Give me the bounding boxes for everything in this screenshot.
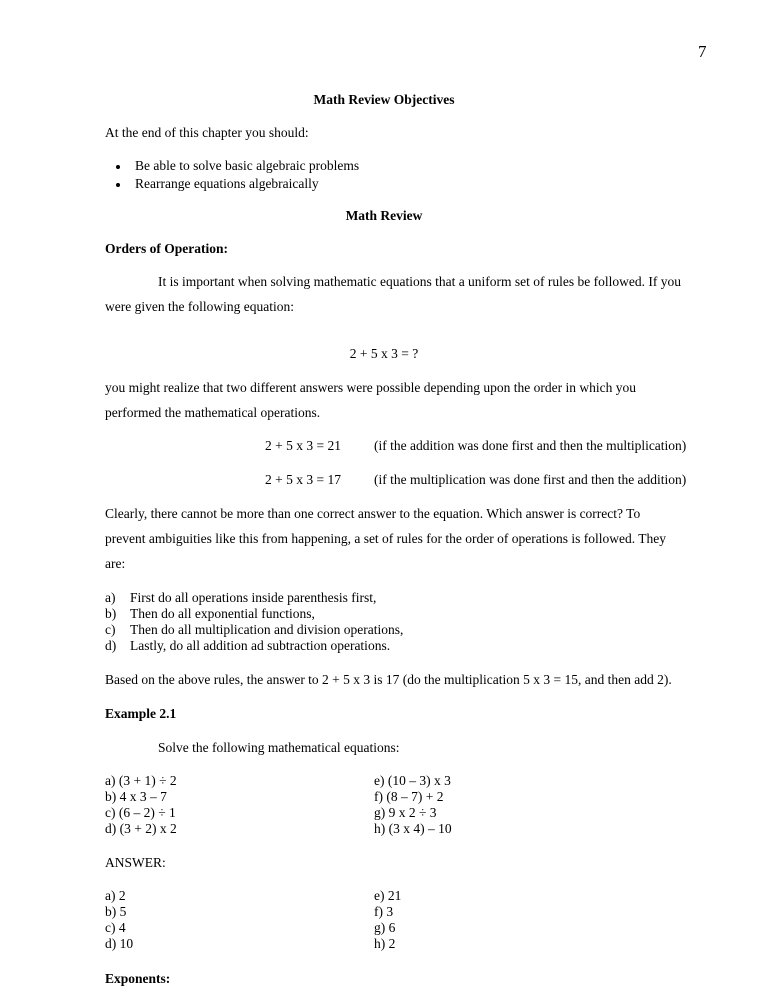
orders-para1-line1: It is important when solving mathematic equations that a uniform set of rules be followed. If you <box>158 274 682 289</box>
case-expr-1: 2 + 5 x 3 = 21 <box>265 438 341 453</box>
answer-c: c) 4 <box>105 920 126 935</box>
example-instruction: Solve the following mathematical equations: <box>158 740 400 755</box>
case-expr-2: 2 + 5 x 3 = 17 <box>265 472 341 487</box>
answer-b: b) 5 <box>105 904 127 919</box>
case-note-2: (if the multiplication was done first and then the addition) <box>374 472 687 487</box>
answer-e: e) 21 <box>374 888 402 903</box>
bullet-dot-icon <box>116 165 120 169</box>
problem-d: d) (3 + 2) x 2 <box>105 821 177 836</box>
rule-letter-a: a) <box>105 590 116 605</box>
rule-letter-d: d) <box>105 638 117 653</box>
example-heading: Example 2.1 <box>105 706 177 721</box>
exponents-heading: Exponents: <box>105 971 171 986</box>
problem-e: e) (10 – 3) x 3 <box>374 773 451 788</box>
problem-b: b) 4 x 3 – 7 <box>105 789 167 804</box>
orders-para2-line1: you might realize that two different answers were possible depending upon the order in which you <box>105 380 636 395</box>
problem-f: f) (8 – 7) + 2 <box>374 789 444 804</box>
rule-text-b: Then do all exponential functions, <box>130 606 315 621</box>
problem-g: g) 9 x 2 ÷ 3 <box>374 805 437 820</box>
equation: 2 + 5 x 3 = ? <box>349 346 419 361</box>
problem-h: h) (3 x 4) – 10 <box>374 821 452 836</box>
objectives-title: Math Review Objectives <box>313 92 455 107</box>
orders-para3-line3: are: <box>105 556 126 571</box>
rule-text-a: First do all operations inside parenthesis first, <box>130 590 377 605</box>
orders-para3-line1: Clearly, there cannot be more than one correct answer to the equation. Which answer is correct? To <box>105 506 641 521</box>
problem-c: c) (6 – 2) ÷ 1 <box>105 805 176 820</box>
objectives-intro: At the end of this chapter you should: <box>105 125 309 140</box>
answer-d: d) 10 <box>105 936 134 951</box>
problem-a: a) (3 + 1) ÷ 2 <box>105 773 177 788</box>
case-note-1: (if the addition was done first and then the multiplication) <box>374 438 687 453</box>
answer-f: f) 3 <box>374 904 394 919</box>
orders-para2-line2: performed the mathematical operations. <box>105 405 321 420</box>
section-title: Math Review <box>345 208 423 223</box>
objective-text-1: Be able to solve basic algebraic problems <box>135 158 360 173</box>
rule-text-d: Lastly, do all addition ad subtraction operations. <box>130 638 391 653</box>
orders-heading: Orders of Operation: <box>105 241 228 256</box>
bullet-dot-icon <box>116 183 120 187</box>
objective-text-2: Rearrange equations algebraically <box>135 176 319 191</box>
orders-conclusion: Based on the above rules, the answer to 2 + 5 x 3 is 17 (do the multiplication 5 x 3 = 15, and then add 2). <box>105 672 672 687</box>
rule-letter-c: c) <box>105 622 116 637</box>
answer-h: h) 2 <box>374 936 396 951</box>
orders-para3-line2: prevent ambiguities like this from happening, a set of rules for the order of operations is followed. They <box>105 531 666 546</box>
page-number: 7 <box>698 42 707 61</box>
answer-g: g) 6 <box>374 920 396 935</box>
rule-letter-b: b) <box>105 606 117 621</box>
orders-para1-line2: were given the following equation: <box>105 299 294 314</box>
answer-a: a) 2 <box>105 888 126 903</box>
rule-text-c: Then do all multiplication and division operations, <box>130 622 404 637</box>
answer-label: ANSWER: <box>105 855 166 870</box>
